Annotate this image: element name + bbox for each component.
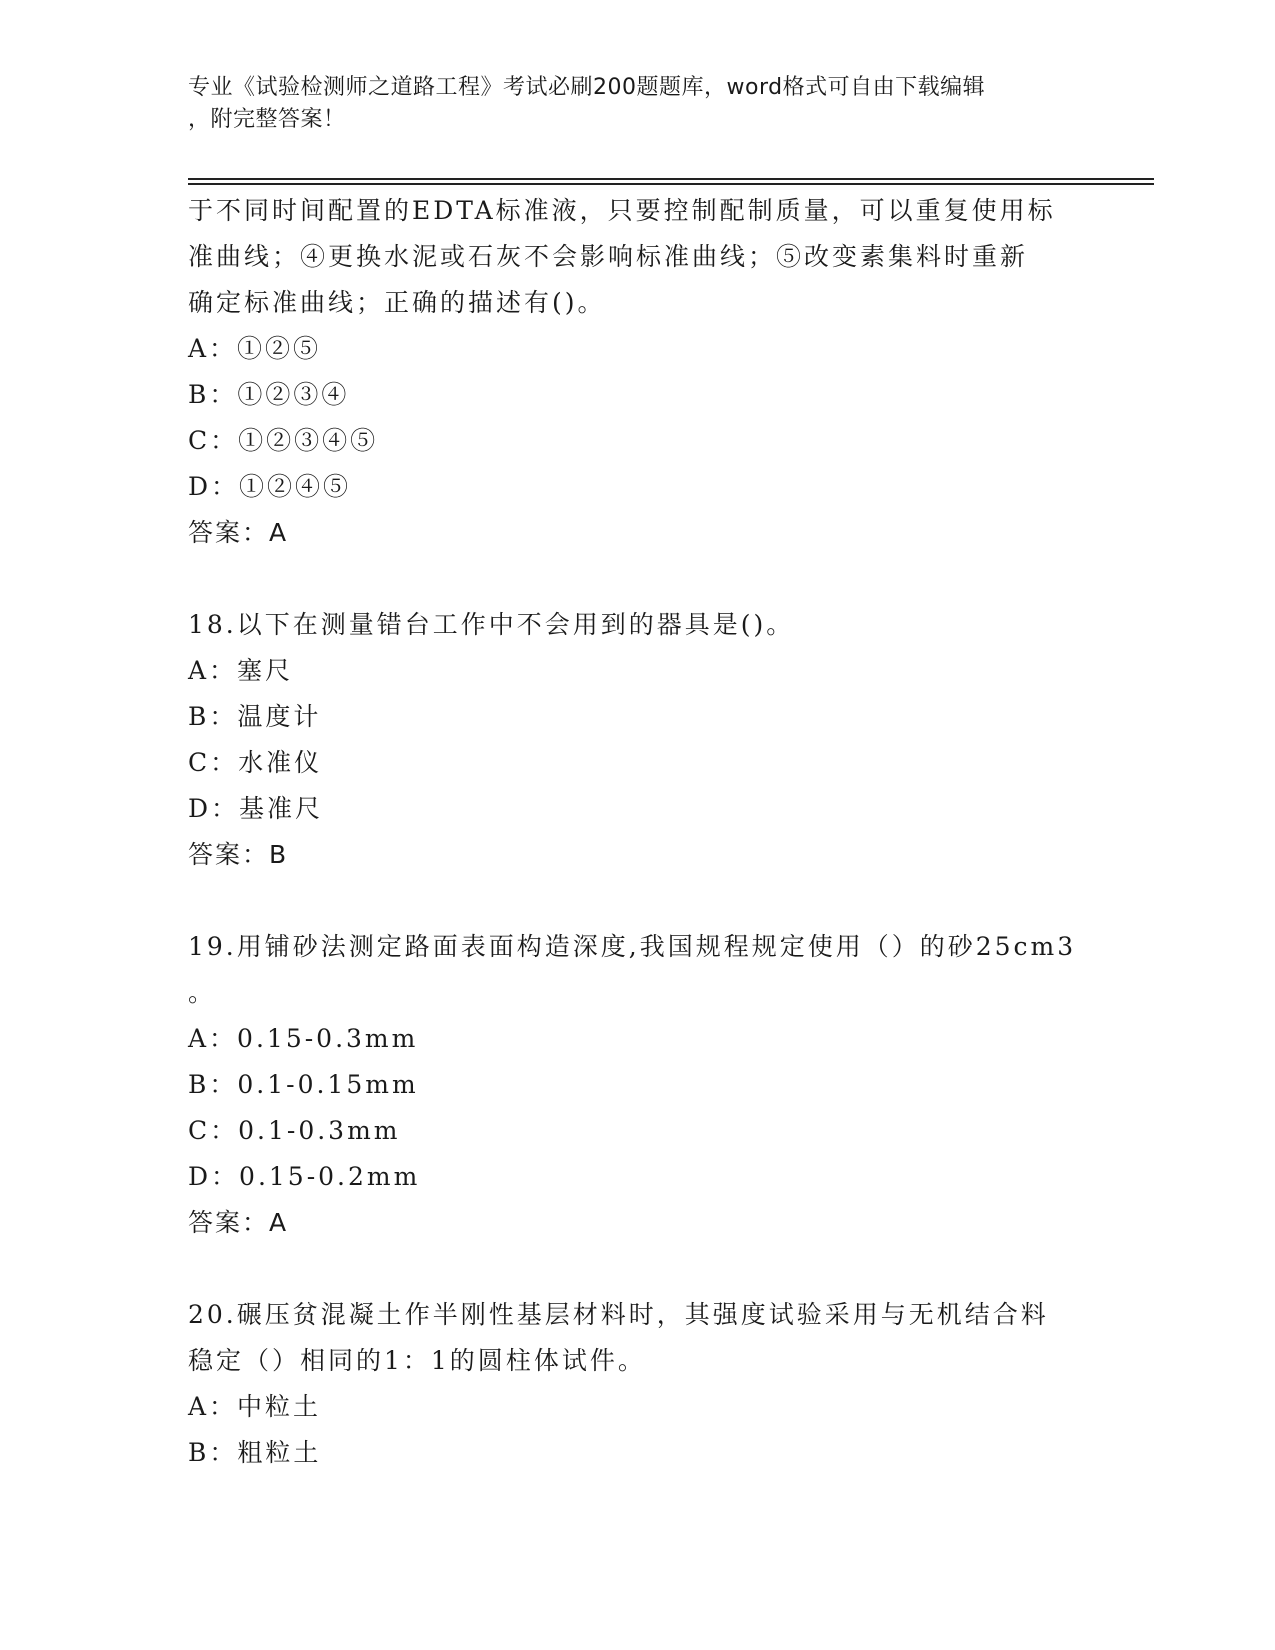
question-19-text-line-1: 19.用铺砂法测定路面表面构造深度,我国规程规定使用（）的砂25cm3 bbox=[188, 932, 1077, 961]
question-18-text-line-1: 18.以下在测量错台工作中不会用到的器具是()。 bbox=[188, 610, 795, 639]
question-18-option-b: B：温度计 bbox=[188, 702, 322, 731]
question-20 bbox=[188, 1292, 1088, 1476]
spacer bbox=[188, 556, 1088, 602]
spacer bbox=[188, 1246, 1088, 1292]
question-20-text-line-1: 20.碾压贫混凝土作半刚性基层材料时，其强度试验采用与无机结合料 bbox=[188, 1300, 1049, 1329]
question-17-text-line-3: 确定标准曲线；正确的描述有()。 bbox=[188, 288, 606, 317]
header-line-2: ，附完整答案！ bbox=[188, 107, 346, 132]
question-19-option-b: B：0.1-0.15mm bbox=[188, 1070, 419, 1099]
question-17-option-b: B：①②③④ bbox=[188, 380, 350, 409]
question-18-answer: 答案：B bbox=[188, 840, 289, 869]
question-20-option-b: B：粗粒土 bbox=[188, 1438, 322, 1467]
question-19-option-d: D：0.15-0.2mm bbox=[188, 1162, 421, 1191]
question-19-answer: 答案：A bbox=[188, 1208, 289, 1237]
question-17-option-a: A：①②⑤ bbox=[188, 334, 322, 363]
question-20-option-a: A：中粒土 bbox=[188, 1392, 322, 1421]
question-17-option-d: D：①②④⑤ bbox=[188, 472, 352, 501]
spacer bbox=[188, 878, 1088, 924]
question-17 bbox=[188, 188, 1088, 556]
question-18-option-a: A：塞尺 bbox=[188, 656, 294, 685]
question-18 bbox=[188, 602, 1088, 878]
header-line-1: 专业《试验检测师之道路工程》考试必刷200题题库，word格式可自由下载编辑 bbox=[188, 75, 986, 100]
question-19-option-a: A：0.15-0.3mm bbox=[188, 1024, 419, 1053]
question-18-option-c: C：水准仪 bbox=[188, 748, 323, 777]
header-rule-bottom bbox=[188, 183, 1154, 185]
question-17-answer: 答案：A bbox=[188, 518, 289, 547]
question-17-text-line-2: 准曲线；④更换水泥或石灰不会影响标准曲线；⑤改变素集料时重新 bbox=[188, 242, 1029, 271]
document-header bbox=[188, 72, 1068, 136]
header-rule-top bbox=[188, 178, 1154, 180]
question-20-text-line-2: 稳定（）相同的1：1的圆柱体试件。 bbox=[188, 1346, 646, 1375]
question-19-text-line-2: 。 bbox=[188, 978, 217, 1007]
question-18-option-d: D：基准尺 bbox=[188, 794, 324, 823]
question-17-text-line-1: 于不同时间配置的EDTA标准液，只要控制配制质量，可以重复使用标 bbox=[188, 196, 1056, 225]
question-17-option-c: C：①②③④⑤ bbox=[188, 426, 379, 455]
question-19 bbox=[188, 924, 1088, 1246]
document-body bbox=[188, 188, 1088, 1476]
question-19-option-c: C：0.1-0.3mm bbox=[188, 1116, 401, 1145]
